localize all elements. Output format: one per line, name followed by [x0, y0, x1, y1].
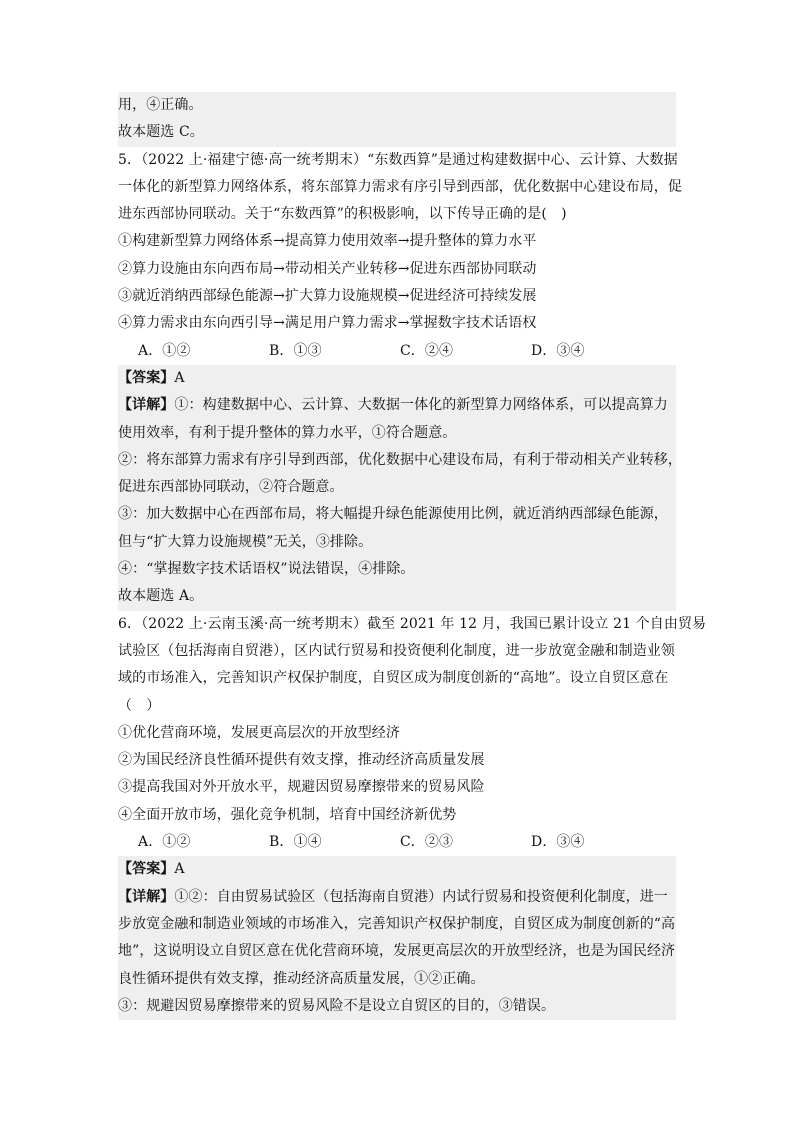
text-line: 进东西部协同联动。关于“东数西算”的积极影响，以下传导正确的是( )	[118, 206, 567, 223]
option-d: D．③④	[531, 342, 585, 359]
option-c: C．②③	[400, 834, 454, 851]
text-line: 域的市场准入，完善知识产权保护制度，自贸区成为制度创新的“高地”。设立自贸区意在	[118, 670, 669, 687]
text-line: ④：“掌握数字技术话语权”说法错误，④排除。	[118, 556, 676, 583]
statement-3: ③就近消纳西部绿色能源→扩大算力设施规模→促进经济可持续发展	[118, 288, 537, 305]
explanation-line	[118, 392, 676, 419]
text-line: 故本题选 A。	[118, 583, 676, 610]
option-a: A．①②	[138, 342, 191, 359]
statement-1: ①构建新型算力网络体系→提高算力使用效率→提升整体的算力水平	[118, 233, 537, 250]
statement-2: ②算力设施由东向西布局→带动相关产业转移→促进东西部协同联动	[118, 260, 537, 277]
explanation-line	[118, 884, 676, 911]
text-line: ③：规避因贸易摩擦带来的贸易风险不是设立自贸区的目的，③错误。	[118, 993, 676, 1020]
text-line: 良性循环提供有效支撑，推动经济高质量发展，①②正确。	[118, 966, 676, 993]
answer-line	[118, 856, 676, 883]
document-page	[118, 92, 707, 1020]
text-line: 试验区（包括海南自贸港），区内试行贸易和投资便利化制度，进一步放宽金融和制造业领	[118, 642, 675, 659]
text-line: 步放宽金融和制造业领域的市场准入，完善知识产权保护制度，自贸区成为制度创新的“高	[118, 911, 676, 938]
explanation-tag: 【详解】	[118, 397, 175, 414]
text-line: 故本题选 C。	[118, 119, 676, 146]
statement-4: ④全面开放市场，强化竞争机制，培育中国经济新优势	[118, 806, 457, 823]
option-b: B．①③	[269, 342, 322, 359]
statement-4: ④算力需求由东向西引导→满足用户算力需求→掌握数字技术话语权	[118, 315, 537, 332]
answer-value: A	[174, 861, 185, 878]
explanation-text: ①②：自由贸易试验区（包括海南自贸港）内试行贸易和投资便利化制度，进一	[174, 888, 668, 905]
statement-1: ①优化营商环境，发展更高层次的开放型经济	[118, 724, 400, 741]
answer-tag: 【答案】	[118, 369, 175, 386]
statement-3: ③提高我国对外开放水平，规避因贸易摩擦带来的贸易风险	[118, 779, 485, 796]
answer-tag: 【答案】	[118, 861, 175, 878]
text-line: 一体化的新型算力网络体系，将东部算力需求有序引导到西部，优化数据中心建设布局，促	[118, 178, 682, 195]
statement-2: ②为国民经济良性循环提供有效支撑，推动经济高质量发展	[118, 752, 485, 769]
text-line: ③：加大数据中心在西部布局，将大幅提升绿色能源使用比例，就近消纳西部绿色能源，	[118, 501, 676, 528]
option-d: D．③④	[531, 834, 585, 851]
question-5-stem: 5．（2022 上·福建宁德·高一统考期末）“东数西算”是通过构建数据中心、云计算、大数据	[118, 151, 678, 168]
text-line: 用，④正确。	[118, 92, 676, 119]
explanation-tag: 【详解】	[118, 888, 175, 905]
question-6-stem: 6．（2022 上·云南玉溪·高一统考期末）截至 2021 年 12 月，我国已累计设立 21 个自由贸易	[118, 615, 707, 632]
text-line: 使用效率，有利于提升整体的算力水平，①符合题意。	[118, 420, 676, 447]
answer-line	[118, 365, 676, 392]
option-a: A．①②	[138, 834, 191, 851]
text-line: （ ）	[118, 697, 161, 714]
text-line: 地”，这说明设立自贸区意在优化营商环境，发展更高层次的开放型经济，也是为国民经济	[118, 938, 676, 965]
text-line: 但与“扩大算力设施规模”无关，③排除。	[118, 529, 676, 556]
question-6-options	[118, 829, 676, 856]
explanation-text: ①：构建数据中心、云计算、大数据一体化的新型算力网络体系，可以提高算力	[174, 397, 668, 414]
text-line: ②：将东部算力需求有序引导到西部，优化数据中心建设布局，有利于带动相关产业转移，	[118, 447, 676, 474]
text-line: 促进东西部协同联动，②符合题意。	[118, 474, 676, 501]
question-5-options	[118, 338, 676, 365]
option-b: B．①④	[269, 834, 322, 851]
option-c: C．②④	[400, 342, 454, 359]
answer-value: A	[174, 369, 185, 386]
